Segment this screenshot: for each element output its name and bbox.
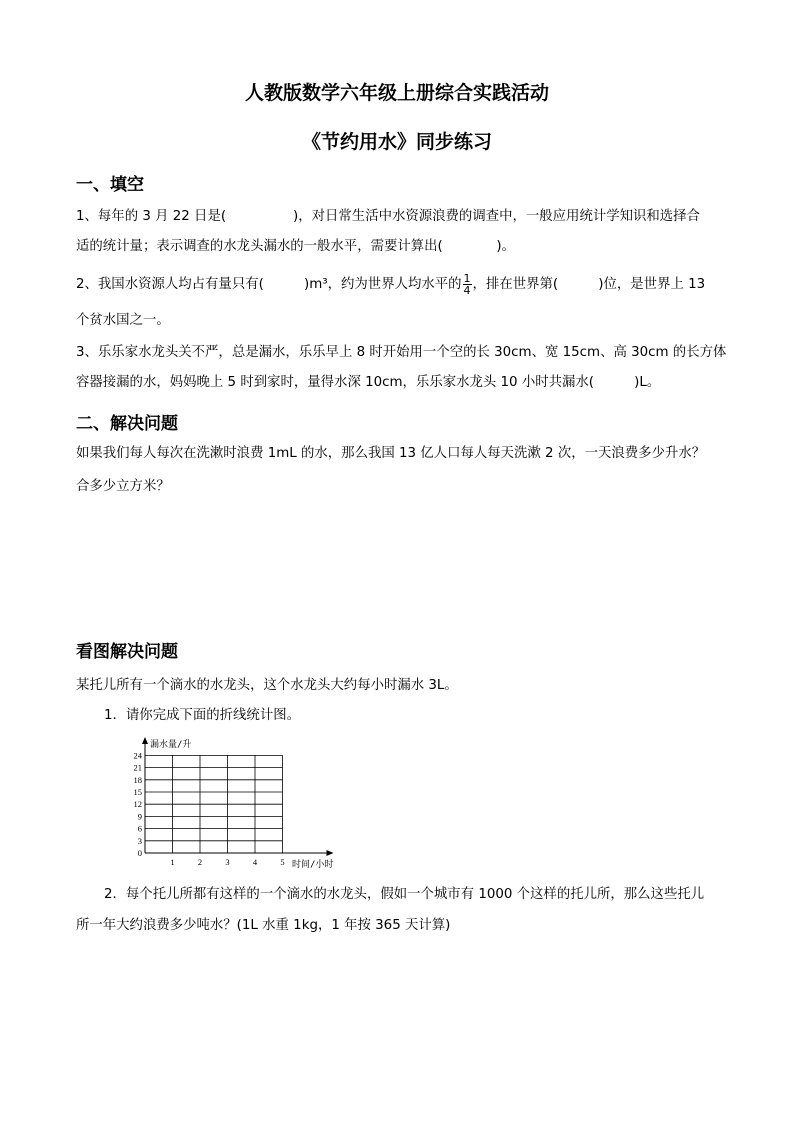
x-tick-label: 1 <box>170 857 175 867</box>
problem-3-intro: 某托儿所有一个滴水的水龙头，这个水龙头大约每小时漏水 3L。 <box>76 678 458 693</box>
question-3-line-1: 3、乐乐家水龙头关不严，总是漏水，乐乐早上 8 时开始用一个空的长 30cm、宽 15cm、高 30cm 的长方体 <box>76 345 727 360</box>
question-2-text-after-fraction: ，排在世界第( )位，是世界上 13 <box>472 277 706 292</box>
y-tick-label: 24 <box>133 750 142 761</box>
question-1-line-1: 1、每年的 3 月 22 日是( )，对日常生活中水资源浪费的调查中，一般应用统计学知识和选择合 <box>76 209 700 224</box>
x-axis-arrow <box>327 850 334 856</box>
y-tick-label: 21 <box>133 762 142 773</box>
question-2-line-2: 个贫水国之一。 <box>76 313 170 328</box>
fraction-denominator: 4 <box>463 283 471 297</box>
x-tick-label: 3 <box>225 857 230 867</box>
y-axis-arrow <box>142 737 148 744</box>
y-tick-label: 0 <box>137 848 142 858</box>
page-title: 人教版数学六年级上册综合实践活动 <box>244 82 549 104</box>
y-tick-label: 9 <box>137 811 142 822</box>
question-2-text-before-fraction: 2、我国水资源人均占有量只有( )m³，约为世界人均水平的 <box>76 277 462 292</box>
y-tick-label: 3 <box>137 835 142 846</box>
problem-3-question-2-line-1: 2．每个托儿所都有这样的一个滴水的水龙头，假如一个城市有 1000 个这样的托儿所，那么这些托儿 <box>104 887 705 902</box>
problem-2-line-2: 合多少立方米？ <box>76 479 170 494</box>
y-tick-label: 18 <box>133 774 142 785</box>
chart-grid <box>145 755 283 853</box>
leak-line-chart <box>120 735 360 875</box>
problem-2-line-1: 如果我们每人每次在洗漱时浪费 1mL 的水，那么我国 13 亿人口每人每天洗漱 2 次，一天浪费多少升水？ <box>76 446 706 461</box>
fraction-one-quarter <box>463 273 472 296</box>
problem-3-question-2-line-2: 所一年大约浪费多少吨水？(1L 水重 1kg，1 年按 365 天计算) <box>76 918 451 933</box>
x-tick-label: 2 <box>197 857 203 867</box>
x-axis-label: 时间/小时 <box>292 860 334 870</box>
y-tick-label: 6 <box>137 823 142 834</box>
x-tick-label: 4 <box>252 857 258 867</box>
y-axis-label: 漏水量/升 <box>150 740 192 750</box>
question-2-line-1 <box>76 270 722 300</box>
y-tick-label: 15 <box>133 787 142 797</box>
question-1-line-2: 适的统计量；表示调查的水龙头漏水的一般水平，需要计算出( )。 <box>76 239 515 254</box>
page-subtitle: 《节约用水》同步练习 <box>301 131 492 153</box>
y-tick-label: 12 <box>133 799 142 810</box>
chart-axes <box>142 737 334 856</box>
x-tick-label: 5 <box>280 857 285 867</box>
section-heading-solve-problems: 二、解决问题 <box>76 414 178 434</box>
problem-3-question-1: 1．请你完成下面的折线统计图。 <box>104 708 300 723</box>
fraction-numerator: 1 <box>463 271 471 285</box>
section-heading-fill-blank: 一、填空 <box>76 175 144 195</box>
section-heading-read-chart: 看图解决问题 <box>76 642 178 662</box>
question-3-line-2: 容器接漏的水，妈妈晚上 5 时到家时，量得水深 10cm，乐乐家水龙头 10 小时共漏水( )L。 <box>76 375 661 390</box>
